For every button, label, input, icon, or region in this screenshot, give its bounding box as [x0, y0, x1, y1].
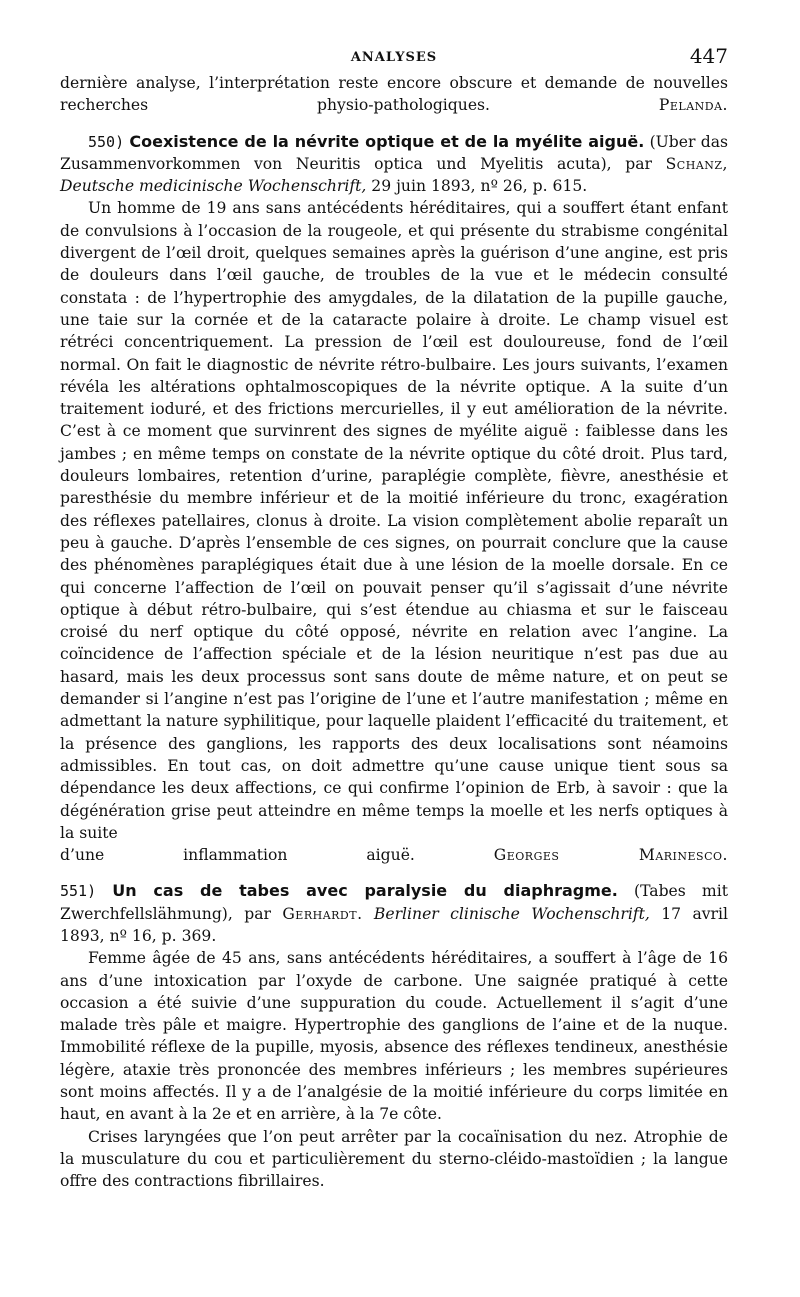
page-number: 447: [689, 44, 728, 68]
running-head: ANALYSES: [350, 50, 438, 65]
article-paragraph: Un homme de 19 ans sans antécédents héréditaires, qui a souffert étant enfant de convulsions à l’occasion de la rougeole, et qui présente du strabisme congénital divergent de l’œil droit, quelques semaines après la guérison d’une angine, est pris de douleurs dans l’œil gauche, de troubles de la vue et le médecin consulté constata : de l’hypertrophie des amygdales, de la dilatation de la pupille gauche, une taie sur la cornée et de la cataracte polaire à droite. Le champ visuel est rétréci concentriquement. La pression de l’œil est douloureuse, fond de l’œil normal. On fait le diagnostic de névrite rétro-bulbaire. Les jours suivants, l’examen révéla les altérations ophtalmoscopiques de la névrite optique. A la suite d’un traitement ioduré, et des frictions mercurielles, il y eut amélioration de la névrite. C’est à ce moment que survinrent des signes de myélite aiguë : faiblesse dans les jambes ; en même temps on constate de la névrite optique du côté droit. Plus tard, douleurs lombaires, retention d’urine, paraplégie complète, fièvre, anesthésie et paresthésie du membre inférieur et de la moitié inférieure du tronc, exagération des réflexes patellaires, clonus à droite. La vision complètement abolie reparaît un peu à gauche. D’après l’ensemble de ces signes, on pourrait conclure que la cause des phénomènes paraplégiques était due à une lésion de la moelle dorsale. En ce qui concerne l’affection de l’œil on pouvait penser qu’il s’agissait d’une névrite optique à début rétro-bulbaire, qui s’est étendue au chiasma et sur le faisceau croisé du nerf optique du côté opposé, névrite en relation avec l’angine. La coïncidence de l’affection spéciale et de la lésion neuritique n’est pas due au hasard, mais les deux processus sont sans doute de même nature, et on peut se demander si l’angine n’est pas l’origine de l’une et l’autre manifestation ; même en admettant la nature syphilitique, pour laquelle plaident l’efficacité du traitement, et la présence des ganglions, les rapports des deux localisations sont néamoins admissibles. En tout cas, on doit admettre qu’une cause unique tient sous sa dépendance les deux affections, ce qui confirme l’opinion de Erb, à savoir : que la dégénération grise peut atteindre en même temps la moelle et les nerfs optiques à la suite: [60, 199, 728, 842]
article-550: [60, 131, 728, 867]
article-closing-line: [60, 844, 728, 866]
citation-text: (Tabes mit Zwerchfellslähmung), par: [60, 882, 728, 923]
article-heading: [60, 880, 728, 947]
intro-signature: Pelanda.: [658, 96, 728, 115]
article-title: Un cas de tabes avec paralysie du diaphragme.: [112, 881, 618, 901]
journal-name: Berliner clinische Wochenschrift,: [373, 904, 650, 923]
article-551: [60, 880, 728, 1192]
intro-paragraph: [60, 72, 728, 117]
article-heading: [60, 131, 728, 198]
article-signature: Georges Marinesco.: [493, 846, 728, 865]
document-page: [60, 44, 728, 1193]
intro-text: dernière analyse, l’interprétation reste encore obscure et demande de nouvelles recherches physio-pathologiques.: [60, 74, 728, 115]
article-number: 550): [88, 132, 125, 151]
article-paragraph: Femme âgée de 45 ans, sans antécédents héréditaires, a souffert à l’âge de 16 ans d’une intoxication par l’oxyde de carbone. Une saignée pratiqué à cette occasion a été suivie d’une suppuration du coude. Actuellement il s’agit d’une malade très pâle et maigre. Hypertrophie des ganglions de l’aine et de la nuque. Immobilité réflexe de la pupille, myosis, absence des réflexes tendineux, anesthésie légère, ataxie très prononcée des membres inférieurs ; les membres supérieures sont moins affectés. Il y a de l’analgésie de la moitié inférieure du corps limitée en haut, en avant à la 2e et en arrière, à la 7e côte.: [60, 949, 728, 1124]
citation-details: 17 avril 1893, nº 16, p. 369.: [60, 904, 728, 945]
page-header: [60, 44, 728, 72]
article-title: Coexistence de la névrite optique et de la myélite aiguë.: [129, 131, 645, 151]
article-author: Gerhardt.: [282, 904, 363, 923]
journal-name: Deutsche medicinische Wochenschrift,: [60, 177, 367, 196]
article-author: Schanz,: [665, 154, 728, 173]
article-last-line: d’une inflammation aiguë.: [60, 846, 415, 865]
citation-text: (Uber das Zusammenvorkommen von Neuritis optica und Myelitis acuta), par: [60, 132, 728, 173]
citation-details: 29 juin 1893, nº 26, p. 615.: [366, 177, 588, 196]
article-paragraph: Crises laryngées que l’on peut arrêter par la cocaïnisation du nez. Atrophie de la musculature du cou et particulièrement du sterno-cléido-mastoïdien ; la langue offre des contractions fibrillaires.: [60, 1127, 728, 1191]
article-number: 551): [60, 882, 97, 901]
